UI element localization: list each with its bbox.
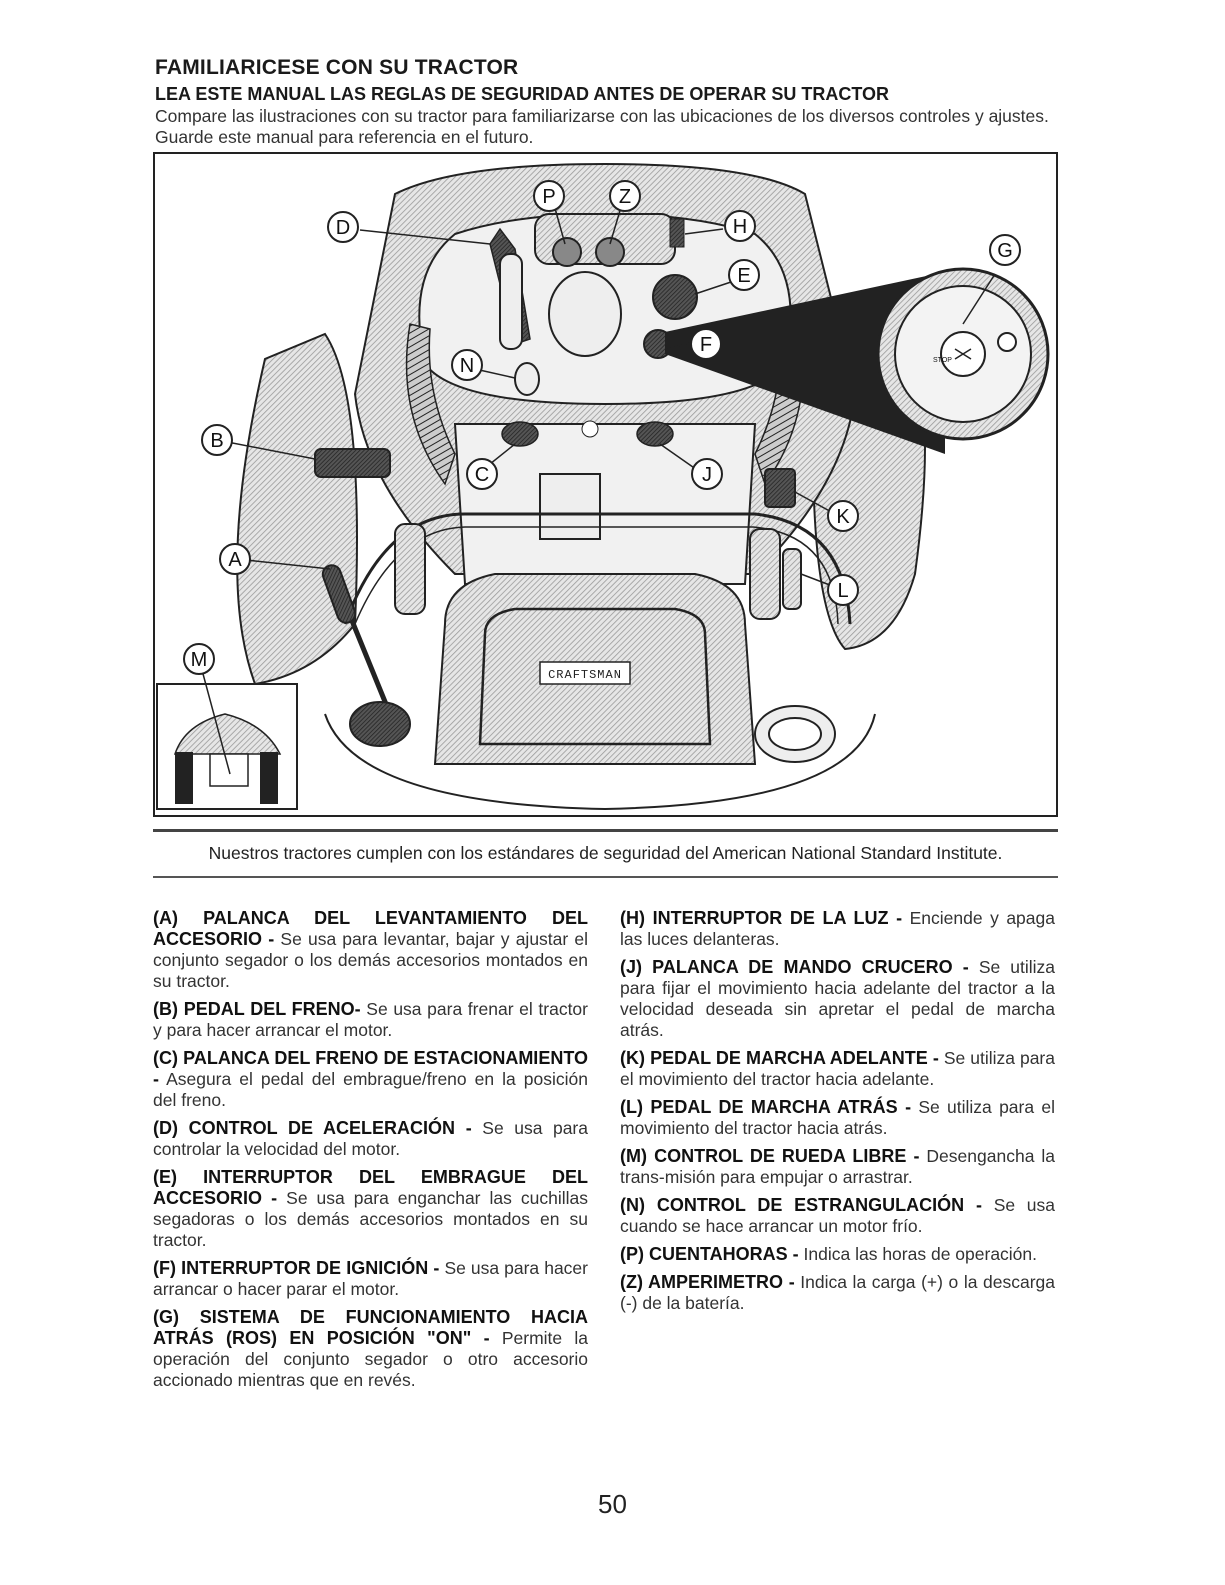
callout-n: N — [459, 355, 475, 377]
callout-g: G — [997, 240, 1013, 262]
page-subtitle: LEA ESTE MANUAL LAS REGLAS DE SEGURIDAD ANTES DE OPERAR SU TRACTOR — [155, 84, 890, 104]
entry-l: (L) PEDAL DE MARCHA ATRÁS - Se utiliza para el movimiento del tractor hacia atrás. — [620, 1097, 1055, 1138]
divider-bottom — [153, 876, 1058, 878]
figure-caption: Nuestros tractores cumplen con los estándares de seguridad del American National Standard Institute. — [208, 843, 1003, 863]
page-title: FAMILIARICESE CON SU TRACTOR — [155, 56, 519, 79]
entry-a: (A) PALANCA DEL LEVANTAMIENTO DEL ACCESORIO - Se usa para levantar, bajar y ajustar el conjunto segador o los demás accesorios montados en su tractor. — [153, 908, 588, 991]
callout-b: B — [210, 430, 224, 452]
callout-a: A — [228, 549, 242, 571]
callout-l: L — [837, 580, 849, 602]
callout-h: H — [732, 216, 748, 238]
entry-m: (M) CONTROL DE RUEDA LIBRE - Desengancha la trans-misión para empujar o arrastrar. — [620, 1146, 1055, 1187]
callout-f: F — [699, 334, 713, 356]
tractor-illustration — [153, 152, 1058, 817]
entry-z: (Z) AMPERIMETRO - Indica la carga (+) o la descarga (-) de la batería. — [620, 1272, 1055, 1313]
craftsman-logo: CRAFTSMAN — [548, 668, 622, 682]
callout-e: E — [737, 265, 751, 287]
divider-top — [153, 829, 1058, 832]
callout-d: D — [335, 217, 351, 239]
controls-list-right — [620, 908, 1055, 1321]
entry-g: (G) SISTEMA DE FUNCIONAMIENTO HACIA ATRÁS (ROS) EN POSICIÓN "ON" - Permite la operación del conjunto segador o otro accesorio accionado mientras que en revés. — [153, 1307, 588, 1390]
entry-d: (D) CONTROL DE ACELERACIÓN - Se usa para controlar la velocidad del motor. — [153, 1118, 588, 1159]
entry-p: (P) CUENTAHORAS - Indica las horas de operación. — [620, 1244, 1038, 1264]
entry-f: (F) INTERRUPTOR DE IGNICIÓN - Se usa para hacer arrancar o hacer parar el motor. — [153, 1258, 588, 1299]
page-number: 50 — [598, 1489, 627, 1519]
callout-j: J — [702, 464, 712, 486]
callout-m: M — [190, 649, 208, 671]
callout-c: C — [474, 464, 490, 486]
intro-text: Compare las ilustraciones con su tractor para familiarizarse con las ubicaciones de los diversos controles y ajustes. Guarde este manual para referencia en el futuro. — [155, 106, 1049, 147]
callout-k: K — [836, 506, 850, 528]
entry-c: (C) PALANCA DEL FRENO DE ESTACIONAMIENTO - Asegura el pedal del embrague/freno en la posición del freno. — [153, 1048, 588, 1110]
callout-z: Z — [618, 186, 632, 208]
entry-j: (J) PALANCA DE MANDO CRUCERO - Se utiliza para fijar el movimiento hacia adelante del tractor a la velocidad deseada sin apretar el pedal de marcha atrás. — [620, 957, 1055, 1040]
entry-h: (H) INTERRUPTOR DE LA LUZ - Enciende y apaga las luces delanteras. — [620, 908, 1055, 949]
controls-list-left — [153, 908, 588, 1398]
entry-e: (E) INTERRUPTOR DEL EMBRAGUE DEL ACCESORIO - Se usa para enganchar las cuchillas segadoras o los demás accesorios montados en su tractor. — [153, 1167, 588, 1250]
key-switch-stop-label: STOP — [933, 357, 952, 364]
entry-n: (N) CONTROL DE ESTRANGULACIÓN - Se usa cuando se hace arrancar un motor frío. — [620, 1195, 1056, 1236]
entry-k: (K) PEDAL DE MARCHA ADELANTE - Se utiliza para el movimiento del tractor hacia adelante. — [620, 1048, 1055, 1089]
entry-b: (B) PEDAL DEL FRENO- Se usa para frenar el tractor y para hacer arrancar el motor. — [153, 999, 588, 1040]
callout-p: P — [542, 186, 556, 208]
